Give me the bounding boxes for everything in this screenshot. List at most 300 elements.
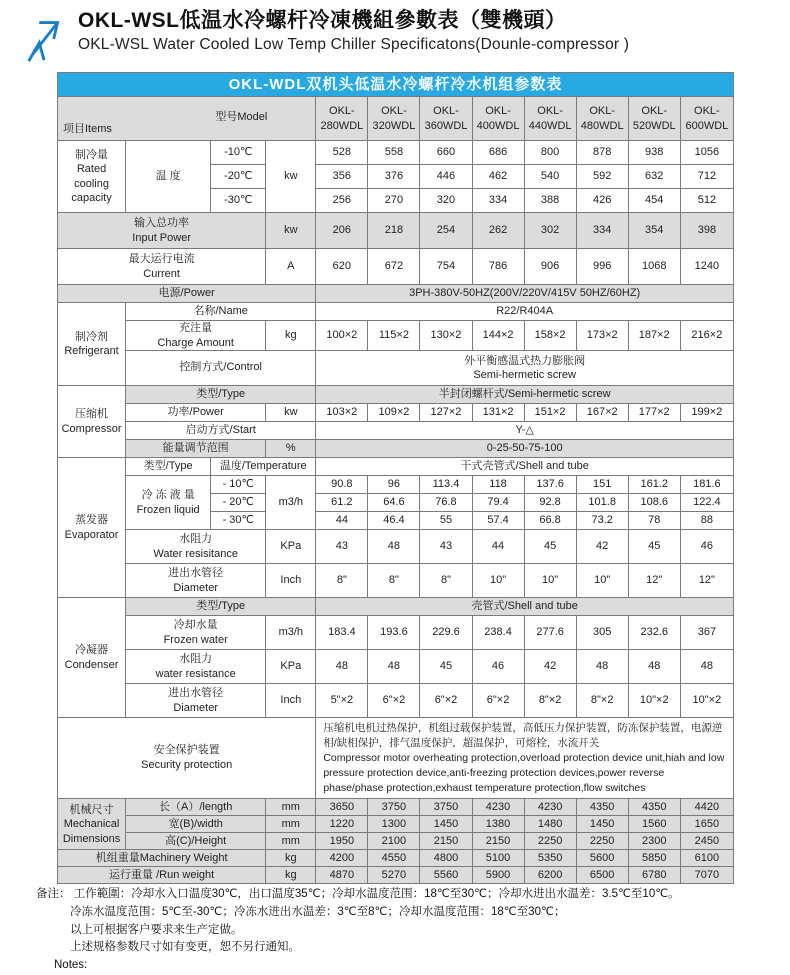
value-cell: 45	[420, 650, 472, 684]
value-cell: 122.4	[680, 494, 733, 512]
value-cell: 5560	[420, 867, 472, 884]
model-name: 400WDL	[476, 119, 520, 132]
model-name: 360WDL	[424, 119, 468, 132]
table-row	[58, 458, 734, 476]
unit-cell: KPa	[266, 530, 316, 564]
value-cell: 277.6	[524, 616, 576, 650]
value-cell: 45	[628, 530, 680, 564]
value-cell: 800	[524, 141, 576, 165]
table-row	[58, 816, 734, 833]
table-row	[58, 141, 734, 165]
arrow-logo-icon	[24, 12, 68, 64]
value-cell: 232.6	[628, 616, 680, 650]
value-cell: 4800	[420, 850, 472, 867]
table-row	[58, 386, 734, 404]
model-header	[524, 97, 576, 141]
value-cell: 446	[420, 165, 472, 189]
cond-water-resistance-label	[126, 650, 266, 684]
temp-cell: -30℃	[211, 189, 266, 213]
model-prefix: OKL-	[381, 104, 407, 117]
start-mode-label: 启动方式/Start	[126, 422, 316, 440]
value-cell: 101.8	[576, 494, 628, 512]
corner-cell	[58, 97, 316, 141]
value-cell: 2150	[420, 833, 472, 850]
value-cell: 181.6	[680, 476, 733, 494]
unit-cell: Inch	[266, 684, 316, 718]
unit-cell: kw	[266, 141, 316, 213]
page-title-zh: OKL-WSL低温水冷螺杆冷凍機組參數表（雙機頭）	[78, 9, 567, 32]
value-cell: 173×2	[576, 321, 628, 351]
condenser-type-value: 壳管式/Shell and tube	[316, 598, 734, 616]
table-row	[58, 616, 734, 650]
value-cell: 3750	[420, 799, 472, 816]
table-banner-row	[58, 73, 734, 97]
value-cell: 88	[680, 512, 733, 530]
value-cell: 66.8	[524, 512, 576, 530]
unit-cell: kw	[266, 213, 316, 249]
label-en: Charge Amount	[157, 336, 234, 349]
value-cell: 238.4	[472, 616, 524, 650]
value-cell: 1380	[472, 816, 524, 833]
value-cell: 78	[628, 512, 680, 530]
label-zh: 输入总功率	[134, 217, 190, 230]
label-zh: 制冷量	[75, 148, 109, 161]
value-cell: 334	[576, 213, 628, 249]
footer-notes	[36, 886, 766, 975]
value-cell: 151	[576, 476, 628, 494]
machinery-weight-label: 机组重量Machinery Weight	[58, 850, 266, 867]
model-name: 320WDL	[372, 119, 416, 132]
unit-cell: mm	[266, 833, 316, 850]
table-row	[58, 422, 734, 440]
value-cell: 118	[472, 476, 524, 494]
value-cell: 48	[368, 530, 420, 564]
value-cell: 144×2	[472, 321, 524, 351]
refrigerant-name-value: R22/R404A	[316, 303, 734, 321]
value-cell: 6100	[680, 850, 733, 867]
model-header	[368, 97, 420, 141]
frozen-water-label	[126, 616, 266, 650]
value-cell: 229.6	[420, 616, 472, 650]
model-header-row	[58, 97, 734, 141]
value-cell: 2100	[368, 833, 420, 850]
evaporator-temp-label: 温度/Temperature	[211, 458, 316, 476]
value-cell: 4550	[368, 850, 420, 867]
width-label: 宽(B)/width	[126, 816, 266, 833]
value-cell: 73.2	[576, 512, 628, 530]
value-cell: 10"	[576, 564, 628, 598]
model-prefix: OKL-	[433, 104, 459, 117]
value-cell: 454	[628, 189, 680, 213]
value-cell: 1450	[420, 816, 472, 833]
temp-cell: - 20℃	[211, 494, 266, 512]
evaporator-type-label: 类型/Type	[126, 458, 211, 476]
table-row	[58, 285, 734, 303]
current-label	[58, 249, 266, 285]
value-cell: 193.6	[368, 616, 420, 650]
value-cell: 8"×2	[524, 684, 576, 718]
value-cell: 305	[576, 616, 628, 650]
value-cell: 528	[316, 141, 368, 165]
page-header	[24, 8, 629, 64]
temp-cell: -20℃	[211, 165, 266, 189]
value-cell: 1650	[680, 816, 733, 833]
label-en: Water resisitance	[153, 547, 238, 560]
value-cell: 46	[472, 650, 524, 684]
page-title-en: OKL-WSL Water Cooled Low Temp Chiller Specificatons(Dounle-compressor )	[78, 36, 630, 54]
value-cell: 103×2	[316, 404, 368, 422]
model-name: 280WDL	[320, 119, 364, 132]
cooling-section-label	[58, 141, 126, 213]
value-cell: 1480	[524, 816, 576, 833]
value-cell: 4350	[628, 799, 680, 816]
value-cell: 5850	[628, 850, 680, 867]
input-power-label	[58, 213, 266, 249]
value-cell: 100×2	[316, 321, 368, 351]
value-cell: 786	[472, 249, 524, 285]
note-line: 上述规格参数尺寸如有变更，恕不另行通知。	[70, 941, 300, 954]
value-cell: 8"	[368, 564, 420, 598]
model-prefix: OKL-	[589, 104, 616, 117]
value-cell: 5"×2	[316, 684, 368, 718]
table-row	[58, 799, 734, 816]
value-cell: 61.2	[316, 494, 368, 512]
value-cell: 109×2	[368, 404, 420, 422]
value-cell: 262	[472, 213, 524, 249]
table-row	[58, 404, 734, 422]
value-cell: 878	[576, 141, 628, 165]
label-zh: 进出水管径	[168, 687, 224, 700]
temp-cell: -10℃	[211, 141, 266, 165]
value-cell: 5270	[368, 867, 420, 884]
cond-diameter-label	[126, 684, 266, 718]
table-row	[58, 650, 734, 684]
condenser-type-label: 类型/Type	[126, 598, 316, 616]
height-label: 高(C)/Height	[126, 833, 266, 850]
value-cell: 48	[628, 650, 680, 684]
model-prefix: OKL-	[641, 104, 668, 117]
unit-cell: kg	[266, 850, 316, 867]
table-banner: OKL-WDL双机头低温水冷螺杆冷水机组参数表	[58, 73, 734, 97]
value-cell: 216×2	[680, 321, 733, 351]
value-cell: 115×2	[368, 321, 420, 351]
table-row	[58, 833, 734, 850]
value-cell: 320	[420, 189, 472, 213]
value-cell: 8"	[420, 564, 472, 598]
value-cell: 5100	[472, 850, 524, 867]
model-name: 440WDL	[528, 119, 572, 132]
value-cell: 754	[420, 249, 472, 285]
label-zh: 冷却水量	[173, 619, 218, 632]
control-value-zh: 外平衡感温式热力膨胀阀	[464, 354, 586, 367]
control-value-en: Semi-hermetic screw	[473, 369, 576, 381]
value-cell: 388	[524, 189, 576, 213]
refrigerant-name-label: 名称/Name	[126, 303, 316, 321]
model-prefix: OKL-	[329, 104, 355, 117]
value-cell: 8"	[316, 564, 368, 598]
table-row	[58, 598, 734, 616]
value-cell: 46.4	[368, 512, 420, 530]
label-en: Condenser	[64, 658, 119, 671]
table-row	[58, 564, 734, 598]
value-cell: 376	[368, 165, 420, 189]
value-cell: 686	[472, 141, 524, 165]
value-cell: 356	[316, 165, 368, 189]
evaporator-section-label	[58, 458, 126, 598]
model-label: 型号Model	[215, 111, 268, 123]
value-cell: 2250	[576, 833, 628, 850]
titles	[78, 8, 629, 54]
value-cell: 254	[420, 213, 472, 249]
unit-cell: kw	[266, 404, 316, 422]
label-zh: 安全保护装置	[153, 743, 220, 756]
value-cell: 6"×2	[420, 684, 472, 718]
label-zh: 水阻力	[179, 533, 213, 546]
value-cell: 6"×2	[472, 684, 524, 718]
note-line: 冷冻水温度范围：5℃至-30℃；冷冻水进出水温差：3℃至8℃；冷却水温度范围：18℃至30℃；	[70, 905, 566, 918]
unit-cell: kg	[266, 867, 316, 884]
security-label	[58, 718, 316, 799]
label-en: water resistance	[155, 667, 236, 680]
temp-cell: - 10℃	[211, 476, 266, 494]
value-cell: 79.4	[472, 494, 524, 512]
security-text-zh: 压缩机电机过热保护，机组过载保护装置，高低压力保护装置，防冻保护装置，电源逆相/缺相保护，排气温度保护，超温保护，可熔栓，水流开关	[323, 722, 723, 749]
evaporator-type-value: 干式壳管式/Shell and tube	[316, 458, 734, 476]
value-cell: 130×2	[420, 321, 472, 351]
value-cell: 996	[576, 249, 628, 285]
label-en: Rated cooling capacity	[71, 163, 112, 204]
value-cell: 1300	[368, 816, 420, 833]
value-cell: 256	[316, 189, 368, 213]
value-cell: 512	[680, 189, 733, 213]
unit-cell: %	[266, 440, 316, 458]
value-cell: 1560	[628, 816, 680, 833]
value-cell: 127×2	[420, 404, 472, 422]
value-cell: 158×2	[524, 321, 576, 351]
label-zh: 水阻力	[179, 653, 213, 666]
value-cell: 90.8	[316, 476, 368, 494]
value-cell: 42	[576, 530, 628, 564]
model-header	[576, 97, 628, 141]
value-cell: 161.2	[628, 476, 680, 494]
value-cell: 1240	[680, 249, 733, 285]
value-cell: 620	[316, 249, 368, 285]
value-cell: 48	[576, 650, 628, 684]
value-cell: 1950	[316, 833, 368, 850]
value-cell: 113.4	[420, 476, 472, 494]
table-row	[58, 684, 734, 718]
value-cell: 3650	[316, 799, 368, 816]
energy-range-value: 0-25-50-75-100	[316, 440, 734, 458]
value-cell: 48	[316, 650, 368, 684]
model-header	[420, 97, 472, 141]
label-en: Compressor	[61, 422, 122, 435]
value-cell: 270	[368, 189, 420, 213]
control-value	[316, 351, 734, 386]
value-cell: 334	[472, 189, 524, 213]
items-label: 项目Items	[63, 122, 112, 135]
label-zh: 压缩机	[75, 408, 109, 421]
condenser-section-label	[58, 598, 126, 718]
label-zh: 充注量	[179, 322, 213, 335]
value-cell: 6500	[576, 867, 628, 884]
value-cell: 1068	[628, 249, 680, 285]
compressor-type-label: 类型/Type	[126, 386, 316, 404]
model-header	[680, 97, 733, 141]
value-cell: 302	[524, 213, 576, 249]
evap-diameter-label	[126, 564, 266, 598]
value-cell: 712	[680, 165, 733, 189]
compressor-power-label: 功率/Power	[126, 404, 266, 422]
control-label: 控制方式/Control	[126, 351, 316, 386]
value-cell: 137.6	[524, 476, 576, 494]
unit-cell: Inch	[266, 564, 316, 598]
label-en: Input Power	[132, 231, 191, 244]
model-name: 600WDL	[685, 119, 729, 132]
table-row	[58, 213, 734, 249]
value-cell: 6200	[524, 867, 576, 884]
value-cell: 558	[368, 141, 420, 165]
value-cell: 167×2	[576, 404, 628, 422]
value-cell: 6780	[628, 867, 680, 884]
value-cell: 4420	[680, 799, 733, 816]
power-supply-label: 电源/Power	[58, 285, 316, 303]
value-cell: 42	[524, 650, 576, 684]
table-row	[58, 351, 734, 386]
note-line: 以上可根据客户要求来生产定做。	[70, 923, 243, 936]
label-zh: 制冷剂	[75, 330, 109, 343]
value-cell: 48	[680, 650, 733, 684]
value-cell: 1220	[316, 816, 368, 833]
value-cell: 540	[524, 165, 576, 189]
value-cell: 2250	[524, 833, 576, 850]
label-zh: 冷 冻 液 量	[141, 489, 195, 502]
value-cell: 2450	[680, 833, 733, 850]
value-cell: 6"×2	[368, 684, 420, 718]
label-en: Evaporator	[64, 528, 119, 541]
value-cell: 10"×2	[680, 684, 733, 718]
value-cell: 906	[524, 249, 576, 285]
value-cell: 177×2	[628, 404, 680, 422]
value-cell: 592	[576, 165, 628, 189]
unit-cell: A	[266, 249, 316, 285]
label-zh: 冷凝器	[75, 644, 109, 657]
value-cell: 5600	[576, 850, 628, 867]
label-zh: 进出水管径	[168, 567, 224, 580]
value-cell: 46	[680, 530, 733, 564]
value-cell: 92.8	[524, 494, 576, 512]
value-cell: 10"×2	[628, 684, 680, 718]
power-supply-value: 3PH-380V-50HZ(200V/220V/415V 50HZ/60HZ)	[316, 285, 734, 303]
unit-cell: mm	[266, 816, 316, 833]
value-cell: 12"	[628, 564, 680, 598]
value-cell: 2300	[628, 833, 680, 850]
value-cell: 938	[628, 141, 680, 165]
value-cell: 57.4	[472, 512, 524, 530]
value-cell: 8"×2	[576, 684, 628, 718]
frozen-liquid-label	[126, 476, 211, 530]
notes-label: Notes:	[54, 959, 88, 972]
label-en: Diameter	[173, 581, 218, 594]
value-cell: 4230	[472, 799, 524, 816]
value-cell: 218	[368, 213, 420, 249]
table-row	[58, 867, 734, 884]
table-row	[58, 321, 734, 351]
unit-cell: mm	[266, 799, 316, 816]
unit-cell: kg	[266, 321, 316, 351]
temperature-label: 温 度	[126, 141, 211, 213]
table-row	[58, 850, 734, 867]
value-cell: 2150	[472, 833, 524, 850]
security-text-en: Compressor motor overheating protection,overload protection device unit,hiah and low pressure protection device,anti-freezing protection devices,power reverse phase/phase protection,exhaust temperature protection,flow switches	[323, 752, 725, 794]
model-prefix: OKL-	[485, 104, 511, 117]
model-header	[316, 97, 368, 141]
value-cell: 199×2	[680, 404, 733, 422]
value-cell: 367	[680, 616, 733, 650]
value-cell: 44	[472, 530, 524, 564]
refrigerant-section-label	[58, 303, 126, 386]
note-line: 备注： 工作範圍：冷却水入口温度30℃，出口温度35℃；冷却水温度范围：18℃至30℃；冷却水进出水温差：3.5℃至10℃。	[36, 888, 680, 900]
value-cell: 43	[316, 530, 368, 564]
value-cell: 1056	[680, 141, 733, 165]
mechanical-section-label	[58, 799, 126, 850]
run-weight-label: 运行重量 /Run weight	[58, 867, 266, 884]
label-en: Mechanical Dimensions	[62, 818, 121, 845]
value-cell: 64.6	[368, 494, 420, 512]
value-cell: 96	[368, 476, 420, 494]
model-header	[628, 97, 680, 141]
model-prefix: OKL-	[537, 104, 563, 117]
value-cell: 5350	[524, 850, 576, 867]
temp-cell: - 30℃	[211, 512, 266, 530]
value-cell: 462	[472, 165, 524, 189]
value-cell: 660	[420, 141, 472, 165]
compressor-type-value: 半封闭螺杆式/Semi-hermetic screw	[316, 386, 734, 404]
start-mode-value: Y-△	[316, 422, 734, 440]
value-cell: 76.8	[420, 494, 472, 512]
model-prefix: OKL-	[694, 104, 720, 117]
value-cell: 7070	[680, 867, 733, 884]
value-cell: 4200	[316, 850, 368, 867]
table-row	[58, 718, 734, 799]
label-zh: 最大运行电流	[128, 253, 195, 266]
value-cell: 10"	[524, 564, 576, 598]
value-cell: 108.6	[628, 494, 680, 512]
label-en: Frozen liquid	[136, 503, 200, 516]
value-cell: 187×2	[628, 321, 680, 351]
label-en: Current	[143, 267, 180, 280]
value-cell: 4230	[524, 799, 576, 816]
spec-table	[57, 72, 734, 884]
label-en: Frozen water	[163, 633, 228, 646]
unit-cell: m3/h	[266, 616, 316, 650]
table-row	[58, 249, 734, 285]
table-row	[58, 476, 734, 494]
value-cell: 183.4	[316, 616, 368, 650]
value-cell: 55	[420, 512, 472, 530]
model-name: 520WDL	[632, 119, 676, 132]
spec-table-wrap	[57, 72, 734, 884]
value-cell: 354	[628, 213, 680, 249]
value-cell: 45	[524, 530, 576, 564]
value-cell: 426	[576, 189, 628, 213]
value-cell: 1450	[576, 816, 628, 833]
value-cell: 43	[420, 530, 472, 564]
evap-water-resistance-label	[126, 530, 266, 564]
value-cell: 48	[368, 650, 420, 684]
model-name: 480WDL	[580, 119, 624, 132]
model-header	[472, 97, 524, 141]
